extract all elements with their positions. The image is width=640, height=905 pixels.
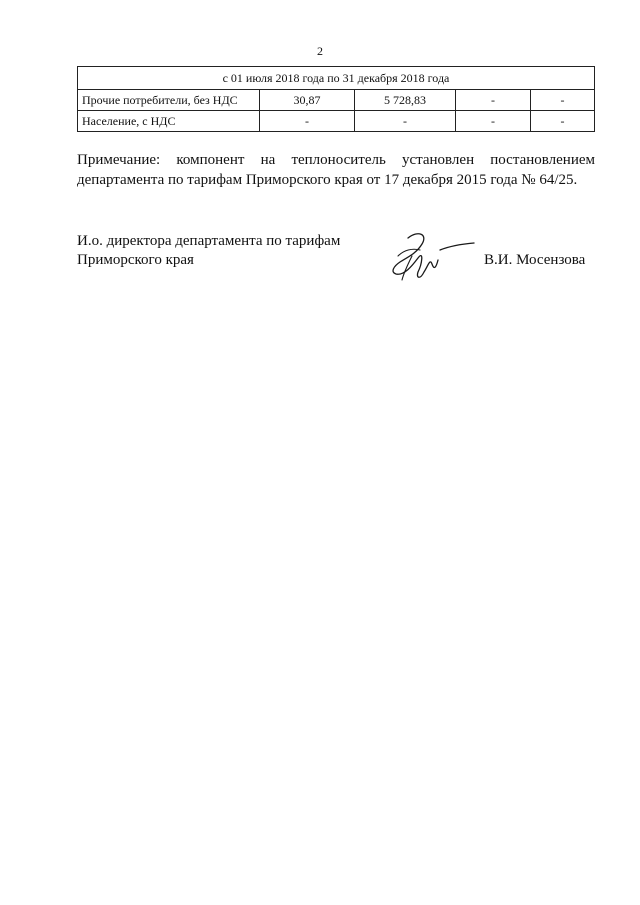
table-row (78, 111, 595, 132)
table-cell: - (456, 111, 531, 132)
signer-name: В.И. Мосензова (484, 252, 586, 268)
row-label: Прочие потребители, без НДС (78, 90, 260, 111)
note-line-2: департамента по тарифам Приморского края от 17 декабря 2015 года № 64/25. (77, 172, 578, 188)
table-cell: - (355, 111, 456, 132)
tariff-table (77, 66, 595, 132)
period-header: с 01 июля 2018 года по 31 декабря 2018 года (78, 67, 595, 90)
table-cell: 5 728,83 (355, 90, 456, 111)
page-number: 2 (317, 44, 323, 58)
handwritten-signature (378, 228, 478, 288)
table-cell: - (531, 111, 595, 132)
signer-title (77, 232, 340, 270)
signer-title-line-2: Приморского края (77, 252, 194, 268)
row-label: Население, с НДС (78, 111, 260, 132)
table-cell: - (260, 111, 355, 132)
table-cell: 30,87 (260, 90, 355, 111)
table-row (78, 90, 595, 111)
note-line-1: Примечание: компонент на теплоноситель установлен постановлением (77, 152, 595, 168)
signer-title-line-1: И.о. директора департамента по тарифам (77, 233, 341, 249)
table-period-row (78, 67, 595, 90)
note-paragraph (77, 150, 595, 190)
table-cell: - (456, 90, 531, 111)
table-cell: - (531, 90, 595, 111)
